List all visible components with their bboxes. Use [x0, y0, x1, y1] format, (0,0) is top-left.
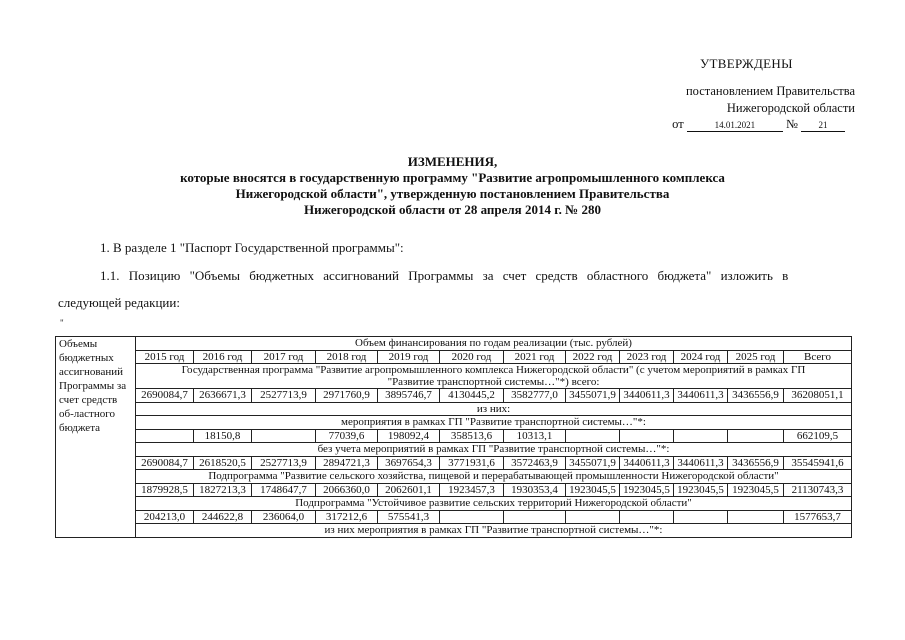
date-prefix: от: [672, 117, 684, 131]
title-line-1: ИЗМЕНЕНИЯ,: [407, 154, 498, 169]
value-cell: 3582777,0: [504, 389, 566, 403]
value-cell: 1923045,5: [674, 483, 728, 497]
value-cell: 3771931,6: [440, 456, 504, 470]
subprogram-2-transport-title: из них мероприятия в рамках ГП "Развитие транспортной системы…"*:: [136, 524, 852, 538]
number-value: 21: [801, 120, 845, 132]
value-cell: 77039,6: [316, 429, 378, 443]
value-cell: 3440611,3: [674, 389, 728, 403]
side-label: Объемы бюджетных ассигнований Программы за счет средств об-ластного бюджета: [56, 337, 136, 538]
value-cell: [252, 429, 316, 443]
gp-title-line-1: Государственная программа "Развитие агропромышленного комплекса Нижегородской области" (с учетом мероприятий в рамках ГП: [181, 364, 806, 376]
year-cell: 2017 год: [252, 350, 316, 364]
value-cell: 2066360,0: [316, 483, 378, 497]
value-cell: 3895746,7: [378, 389, 440, 403]
year-cell: 2018 год: [316, 350, 378, 364]
value-cell: [566, 510, 620, 524]
decree-date-line: [672, 117, 845, 132]
value-cell: 2690084,7: [136, 389, 194, 403]
value-cell: 1827213,3: [194, 483, 252, 497]
value-cell: 2618520,5: [194, 456, 252, 470]
year-cell: 2025 год: [728, 350, 784, 364]
value-cell: 36208051,1: [784, 389, 852, 403]
value-cell: 3572463,9: [504, 456, 566, 470]
without-transport-title: без учета мероприятий в рамках ГП "Развитие транспортной системы…"*:: [136, 443, 852, 457]
value-cell: 2527713,9: [252, 389, 316, 403]
transport-values-row: [56, 429, 852, 443]
value-cell: 3436556,9: [728, 389, 784, 403]
value-cell: [504, 510, 566, 524]
value-cell: 4130445,2: [440, 389, 504, 403]
table-header: Объем финансирования по годам реализации (тыс. рублей): [136, 337, 852, 351]
value-cell: 2527713,9: [252, 456, 316, 470]
value-cell: [440, 510, 504, 524]
value-cell: 3436556,9: [728, 456, 784, 470]
value-cell: 2062601,1: [378, 483, 440, 497]
value-cell: [136, 429, 194, 443]
value-cell: 3697654,3: [378, 456, 440, 470]
value-cell: 3455071,9: [566, 456, 620, 470]
paragraph-1: 1. В разделе 1 "Паспорт Государственной программы":: [100, 240, 404, 255]
years-row: [56, 350, 852, 364]
gp-title-line-2: "Развитие транспортной системы…"*) всего:: [387, 376, 600, 388]
value-cell: 1748647,7: [252, 483, 316, 497]
value-cell: 1879928,5: [136, 483, 194, 497]
title-line-2: которые вносятся в государственную программу "Развитие агропромышленного комплекса: [180, 170, 725, 185]
value-cell: [674, 429, 728, 443]
subprogram-1-values-row: [56, 483, 852, 497]
transport-title: мероприятия в рамках ГП "Развитие транспортной системы…"*:: [136, 416, 852, 430]
value-cell: 662109,5: [784, 429, 852, 443]
decree-line-2: Нижегородской области: [726, 101, 855, 115]
number-sign: №: [785, 117, 798, 131]
value-cell: 3455071,9: [566, 389, 620, 403]
year-cell: 2016 год: [194, 350, 252, 364]
subprogram-2-title: Подпрограмма "Устойчивое развитие сельских территорий Нижегородской области": [136, 497, 852, 511]
of-them-label: из них:: [136, 402, 852, 416]
year-cell: 2024 год: [674, 350, 728, 364]
without-values-row: [56, 456, 852, 470]
year-cell: 2015 год: [136, 350, 194, 364]
subprogram-2-values-row: [56, 510, 852, 524]
value-cell: 358513,6: [440, 429, 504, 443]
gp-title: [136, 364, 852, 389]
title-line-4: Нижегородской области от 28 апреля 2014 г. № 280: [304, 202, 601, 217]
value-cell: 2894721,3: [316, 456, 378, 470]
value-cell: 3440611,3: [620, 389, 674, 403]
title-line-3: Нижегородской области", утвержденную постановлением Правительства: [235, 186, 670, 201]
value-cell: 1577653,7: [784, 510, 852, 524]
value-cell: 1923045,5: [566, 483, 620, 497]
year-cell: 2021 год: [504, 350, 566, 364]
value-cell: 198092,4: [378, 429, 440, 443]
approved-heading: УТВЕРЖДЕНЫ: [700, 56, 793, 71]
value-cell: [620, 510, 674, 524]
paragraph-1-1: 1.1. Позицию "Объемы бюджетных ассигнований Программы за счет средств областного бюджета" изложить в: [100, 268, 789, 283]
value-cell: 1923457,3: [440, 483, 504, 497]
value-cell: 35545941,6: [784, 456, 852, 470]
value-cell: 10313,1: [504, 429, 566, 443]
value-cell: [620, 429, 674, 443]
value-cell: 3440611,3: [620, 456, 674, 470]
value-cell: 1923045,5: [620, 483, 674, 497]
value-cell: 204213,0: [136, 510, 194, 524]
decree-line-1: постановлением Правительства: [685, 84, 855, 98]
value-cell: [566, 429, 620, 443]
value-cell: 317212,6: [316, 510, 378, 524]
gp-values-row: [56, 389, 852, 403]
value-cell: [728, 510, 784, 524]
value-cell: 244622,8: [194, 510, 252, 524]
year-cell: 2019 год: [378, 350, 440, 364]
value-cell: 1923045,5: [728, 483, 784, 497]
date-value: 14.01.2021: [687, 120, 783, 132]
paragraph-1-1-cont: следующей редакции:: [58, 295, 180, 310]
year-cell: 2022 год: [566, 350, 620, 364]
document-title: [0, 154, 905, 218]
subprogram-1-title: Подпрограмма "Развитие сельского хозяйства, пищевой и перерабатывающей промышленности Нижегородской области": [136, 470, 852, 484]
year-cell: 2020 год: [440, 350, 504, 364]
value-cell: 21130743,3: [784, 483, 852, 497]
financing-table: [55, 336, 852, 538]
value-cell: [728, 429, 784, 443]
opening-quote: ": [60, 318, 64, 328]
value-cell: 3440611,3: [674, 456, 728, 470]
value-cell: 1930353,4: [504, 483, 566, 497]
value-cell: 18150,8: [194, 429, 252, 443]
year-cell: 2023 год: [620, 350, 674, 364]
value-cell: 575541,3: [378, 510, 440, 524]
value-cell: 2690084,7: [136, 456, 194, 470]
value-cell: 236064,0: [252, 510, 316, 524]
value-cell: 2636671,3: [194, 389, 252, 403]
value-cell: 2971760,9: [316, 389, 378, 403]
year-cell: Всего: [784, 350, 852, 364]
value-cell: [674, 510, 728, 524]
